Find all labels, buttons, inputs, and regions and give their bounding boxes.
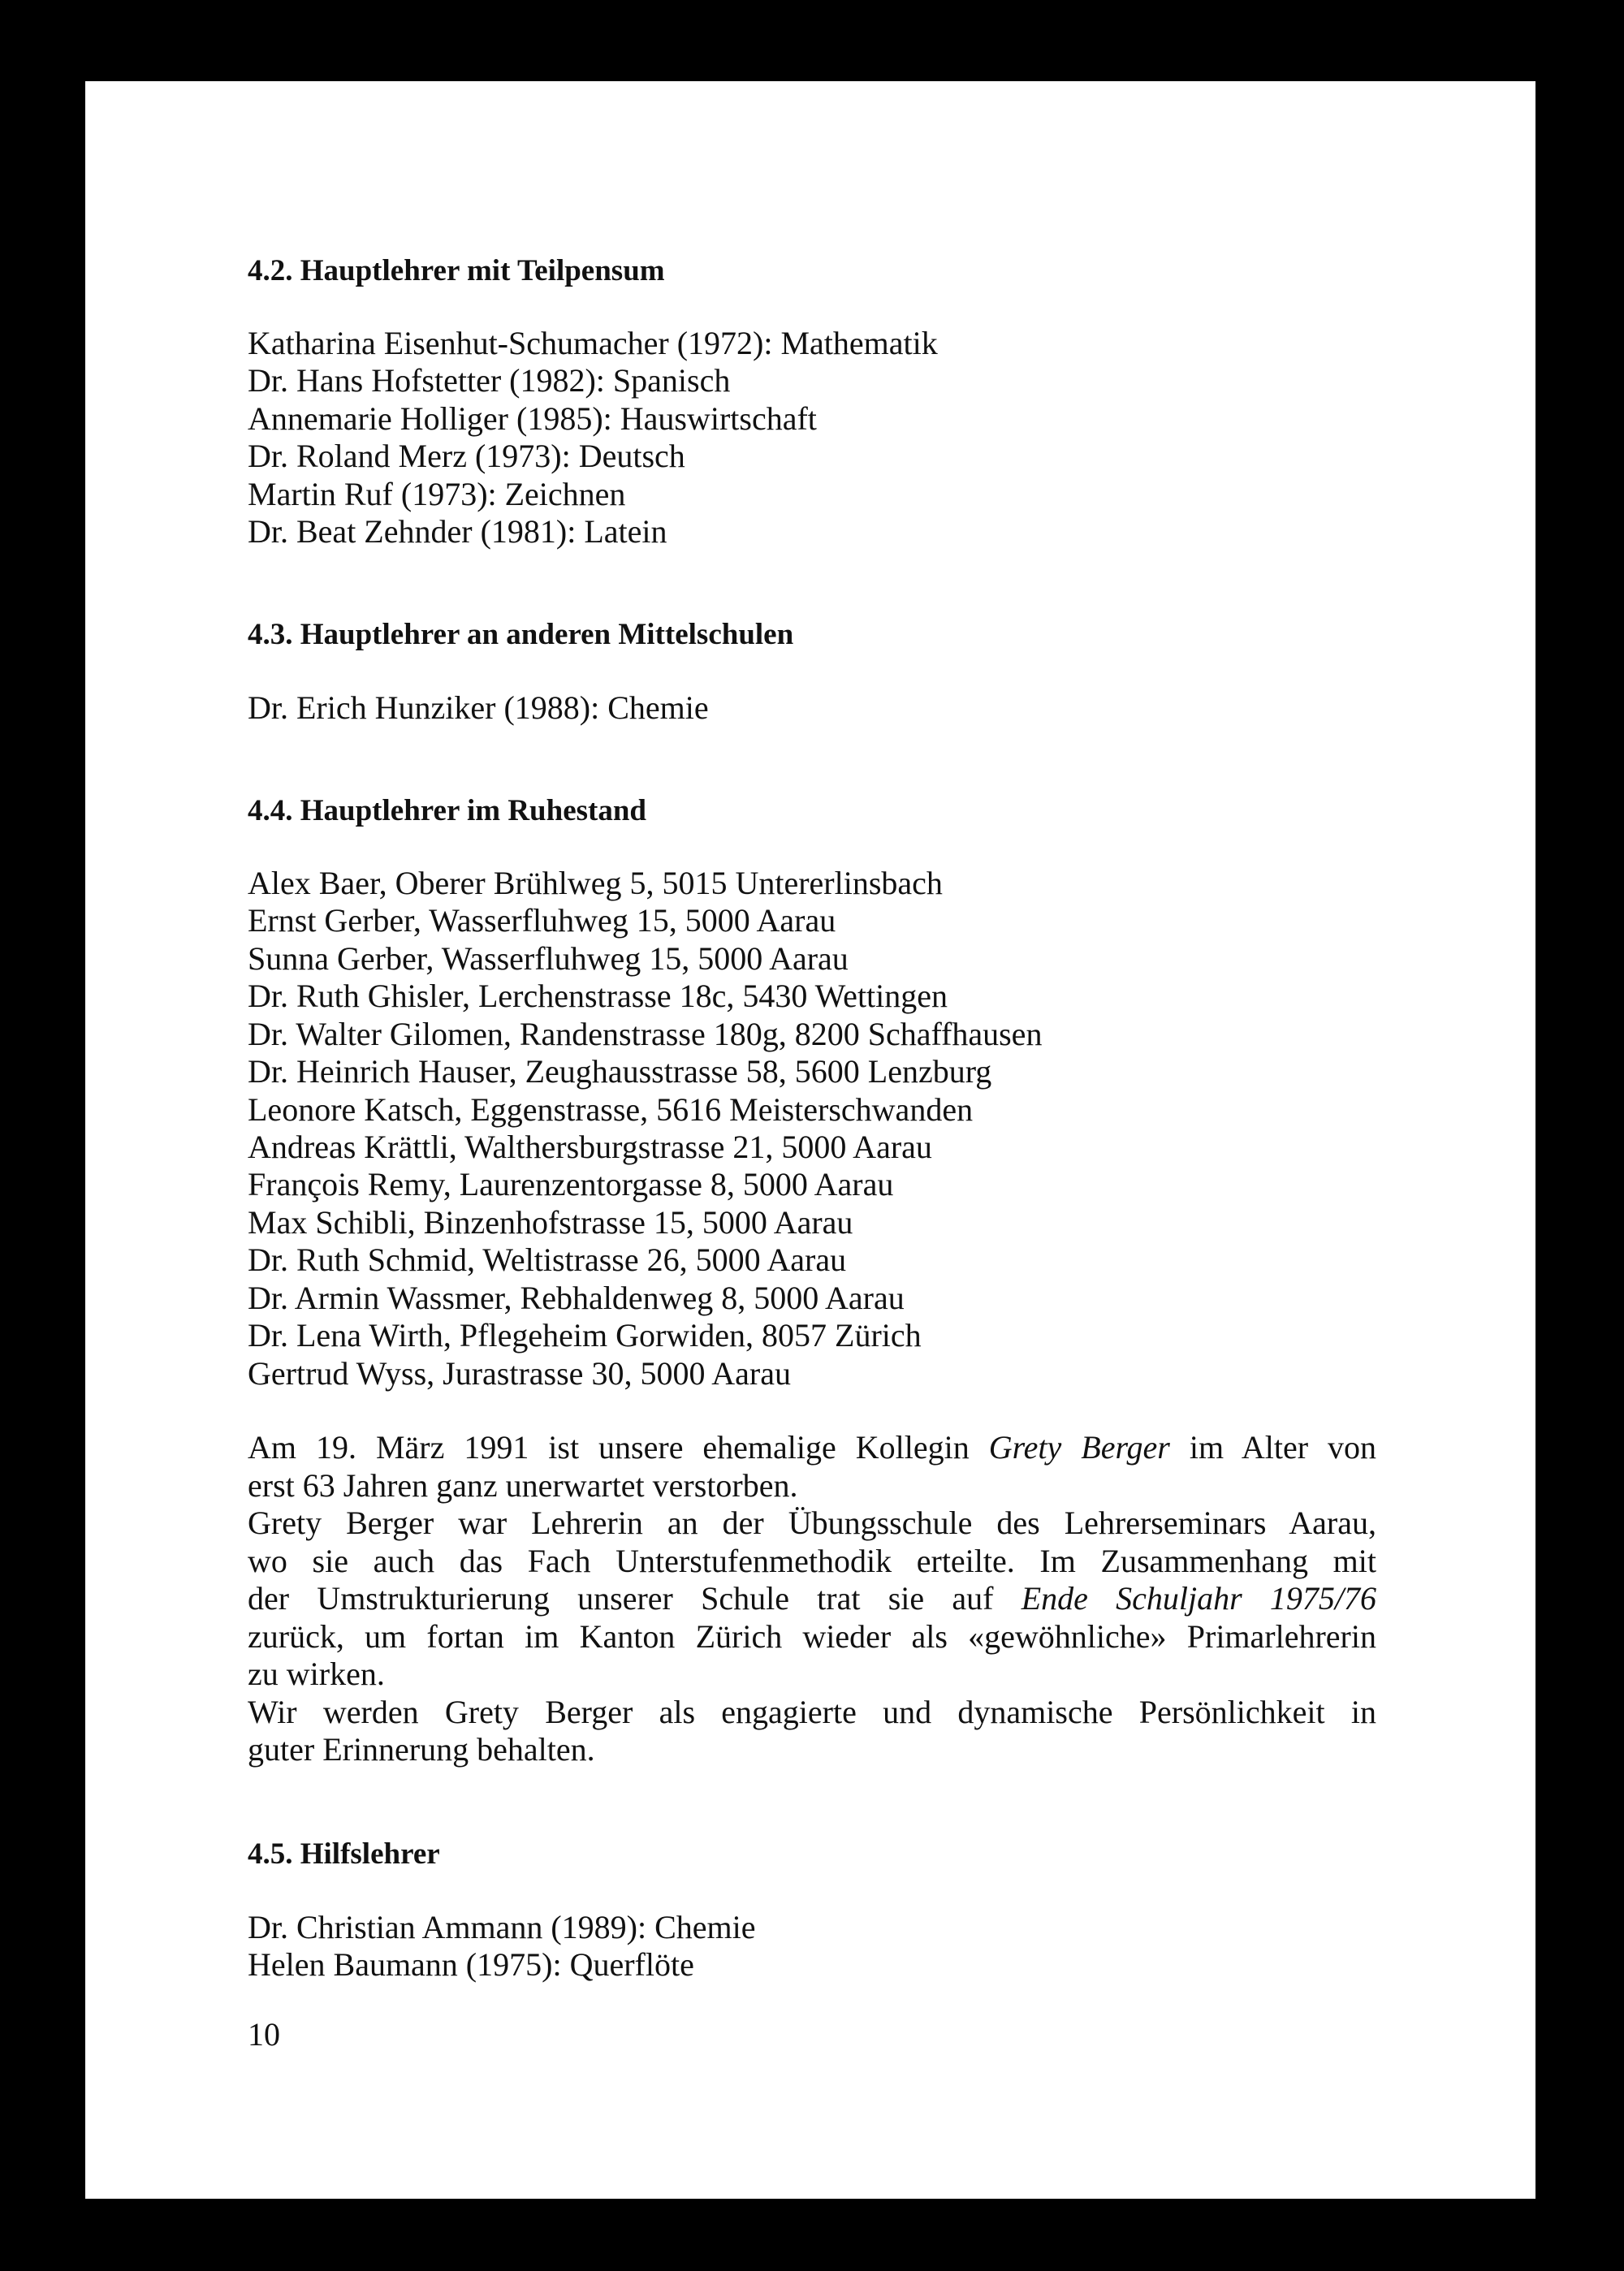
list-item: Max Schibli, Binzenhofstrasse 15, 5000 Aarau (248, 1204, 853, 1241)
list-item: Andreas Krättli, Walthersburgstrasse 21, 5000 Aarau (248, 1129, 932, 1165)
list-item: Dr. Ruth Schmid, Weltistrasse 26, 5000 Aarau (248, 1241, 847, 1278)
list-item: Dr. Beat Zehnder (1981): Latein (248, 513, 667, 550)
list-item: Dr. Armin Wassmer, Rebhaldenweg 8, 5000 Aarau (248, 1280, 905, 1316)
list-item: Gertrud Wyss, Jurastrasse 30, 5000 Aarau (248, 1355, 791, 1392)
emphasis-name: Grety Berger (988, 1429, 1170, 1466)
obituary-paragraph (248, 1429, 1376, 1769)
paragraph-line: Wir werden Grety Berger als engagierte und dynamische Persönlichkeit in (248, 1693, 1376, 1730)
list-item: Helen Baumann (1975): Querflöte (248, 1946, 694, 1983)
section-heading-4-4: 4.4. Hauptlehrer im Ruhestand (248, 794, 646, 827)
paragraph-line: der Umstrukturierung unserer Schule trat sie auf Ende Schuljahr 1975/76 (248, 1580, 1376, 1617)
paragraph-line: Grety Berger war Lehrerin an der Übungsschule des Lehrerseminars Aarau, (248, 1505, 1376, 1541)
section-heading-4-3: 4.3. Hauptlehrer an anderen Mittelschulen (248, 618, 794, 651)
list-item: Alex Baer, Oberer Brühlweg 5, 5015 Untererlinsbach (248, 865, 943, 901)
list-item: Dr. Ruth Ghisler, Lerchenstrasse 18c, 5430 Wettingen (248, 978, 948, 1014)
list-item: Dr. Walter Gilomen, Randenstrasse 180g, 8200 Schaffhausen (248, 1016, 1043, 1052)
paragraph-line: guter Erinnerung behalten. (248, 1731, 595, 1768)
paragraph-line: erst 63 Jahren ganz unerwartet verstorben. (248, 1466, 798, 1504)
emphasis-date: Ende Schuljahr 1975/76 (1021, 1580, 1376, 1617)
list-item: Dr. Hans Hofstetter (1982): Spanisch (248, 362, 731, 399)
paragraph-line: wo sie auch das Fach Unterstufenmethodik erteilte. Im Zusammenhang mit (248, 1542, 1376, 1579)
page-number: 10 (248, 2016, 280, 2053)
list-item: Dr. Christian Ammann (1989): Chemie (248, 1909, 756, 1945)
list-item: Dr. Roland Merz (1973): Deutsch (248, 438, 685, 474)
list-item: Sunna Gerber, Wasserfluhweg 15, 5000 Aarau (248, 940, 849, 977)
section-heading-4-2: 4.2. Hauptlehrer mit Teilpensum (248, 254, 665, 287)
list-item: Dr. Heinrich Hauser, Zeughausstrasse 58, 5600 Lenzburg (248, 1053, 992, 1090)
list-item: Annemarie Holliger (1985): Hauswirtschaft (248, 400, 817, 437)
paragraph-line: zurück, um fortan im Kanton Zürich wieder als «gewöhnliche» Primarlehrerin (248, 1617, 1376, 1655)
list-item: Katharina Eisenhut-Schumacher (1972): Mathematik (248, 325, 938, 361)
list-item: Dr. Lena Wirth, Pflegeheim Gorwiden, 8057 Zürich (248, 1317, 922, 1354)
document-page (85, 81, 1535, 2199)
list-item: François Remy, Laurenzentorgasse 8, 5000 Aarau (248, 1166, 894, 1202)
list-item: Martin Ruf (1973): Zeichnen (248, 476, 626, 512)
section-heading-4-5: 4.5. Hilfslehrer (248, 1837, 440, 1871)
list-item: Ernst Gerber, Wasserfluhweg 15, 5000 Aarau (248, 902, 836, 939)
paragraph-line: Am 19. März 1991 ist unsere ehemalige Kollegin Grety Berger im Alter von (248, 1429, 1376, 1466)
list-item: Dr. Erich Hunziker (1988): Chemie (248, 689, 709, 726)
list-item: Leonore Katsch, Eggenstrasse, 5616 Meisterschwanden (248, 1091, 974, 1128)
paragraph-line: zu wirken. (248, 1656, 385, 1692)
